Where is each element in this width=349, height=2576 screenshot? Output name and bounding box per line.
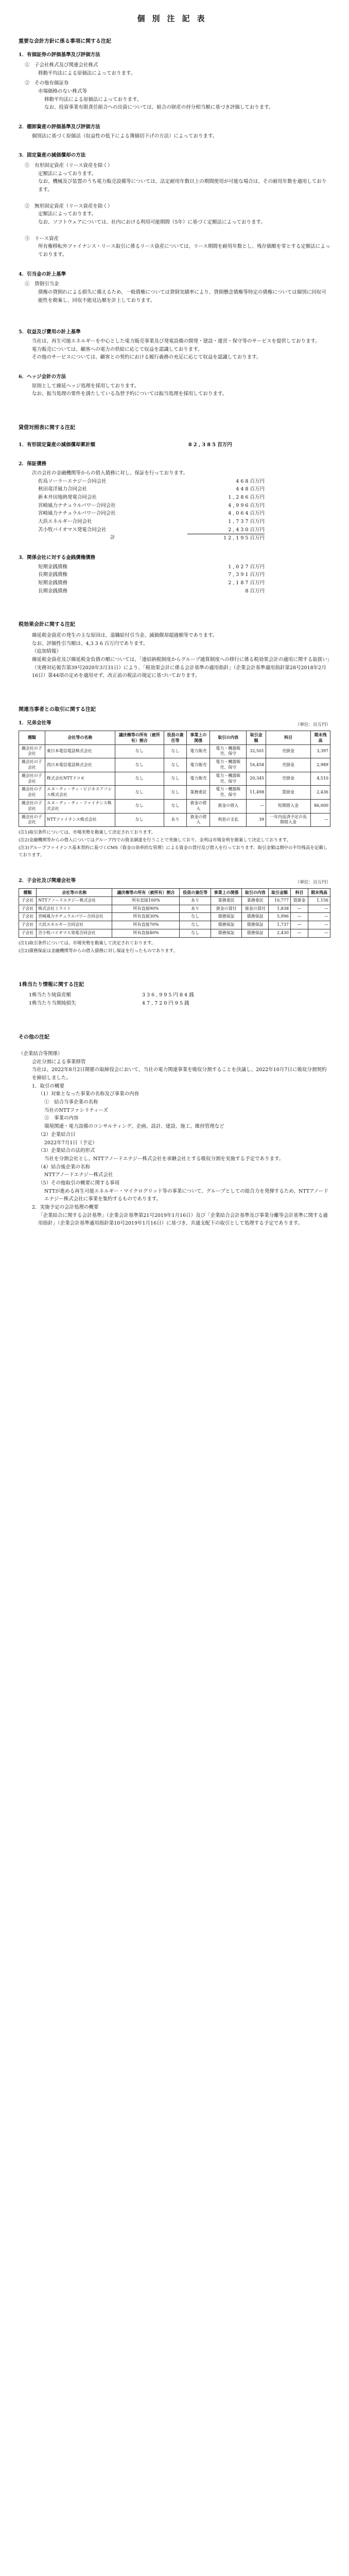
table-cell: 株式会社ミライト <box>37 905 112 913</box>
business-combination-label: （企業結合等関係） <box>19 1051 63 1057</box>
depreciation-heading: 3．固定資産の減価償却の方法 <box>19 152 86 159</box>
table-cell: なし <box>180 921 211 929</box>
inventory-valuation-text: 個別法に基づく原価法（収益性の低下による簿価切下げの方法）によっております。 <box>32 133 218 139</box>
subsidiary-stock-text: 移動平均法による原価法によっております。 <box>38 70 136 76</box>
inventory-valuation-heading: 2．棚卸資産の評価基準及び評価方法 <box>19 124 100 130</box>
table-cell: なし <box>180 929 211 937</box>
table-cell: 11,498 <box>247 786 266 800</box>
table-cell: — <box>290 905 308 913</box>
guarantee-text: 次の会社の金融機関等からの借入債務に対し、保証を行っております。 <box>32 470 188 476</box>
table-cell: 20,345 <box>247 772 266 786</box>
table-header: 役員の兼任等 <box>164 731 187 745</box>
table-cell: なし <box>164 744 187 758</box>
guarantee-total-label: 計 <box>110 535 115 541</box>
other-notes-title: その他の注記 <box>19 1034 49 1040</box>
table-cell: — <box>290 929 308 937</box>
tax-effect-title: 税効果会計に関する注記 <box>19 622 75 628</box>
net-assets-per-share-value: 3 3 6 , 9 9 5 円 8 4 銭 <box>142 992 194 998</box>
table-header: 取引金額 <box>269 888 291 896</box>
table-row <box>19 813 330 827</box>
combination-date-value: 2022年7月1日（予定） <box>44 1140 97 1146</box>
hedge-text-2: なお、振当処理の要件を満たしている為替予約については振当処理を採用しております。 <box>32 391 228 397</box>
table-cell: 資金の借入 <box>187 813 210 827</box>
table-row <box>19 905 330 913</box>
guarantee-row <box>38 510 330 518</box>
tax-effect-text-1: 繰延税金資産の発生の主な原因は、退職給付引当金、減価償却超過額等であります。 <box>32 632 218 638</box>
table-cell: 所有直接100% <box>112 896 180 905</box>
tax-effect-additional-label: （追加情報） <box>32 649 62 655</box>
table-cell: 債務保証 <box>242 929 269 937</box>
table-cell: 業務委託 <box>211 896 242 905</box>
revenue-text-2: 電力販売については、顧客への電力の供給に応じて収益を認識しております。 <box>32 346 203 352</box>
table-cell: あり <box>180 905 211 913</box>
table-cell: 債務保証 <box>211 913 242 921</box>
table-cell: NTTファイナンス株式会社 <box>45 813 115 827</box>
guarantee-total-value: 1 2 , 1 9 5 百万円 <box>187 534 265 543</box>
table-header: 取引金額 <box>247 731 266 745</box>
table-cell: 電力販売 <box>187 772 210 786</box>
subsidiaries-table <box>19 888 330 938</box>
table-header: 期末残高 <box>310 731 330 745</box>
page <box>0 0 349 1248</box>
table-header: 議決権等の所有（被所有）割合 <box>112 888 180 896</box>
receivable-value: 8 百万円 <box>245 588 265 594</box>
table-cell: 2,989 <box>310 758 330 772</box>
per-share-title: 1株当たり情報に関する注記 <box>19 981 84 988</box>
receivable-name: 短期金銭債務 <box>38 580 68 586</box>
table-cell: エヌ・ティ・ティ・ファイナンス株式会社 <box>45 800 115 814</box>
table-cell: 業務委託 <box>242 896 269 905</box>
revenue-text-1: 当社は、再生可能エネルギーを中心とした電力販売事業及び発電設備の開発・建設・運営・保守等のサービスを提供しております。 <box>32 338 320 345</box>
company-split-heading: 会社分割による事業移管 <box>32 1059 86 1065</box>
table-cell: — <box>308 929 330 937</box>
table-header: 議決権等の所有（被所有）割合 <box>115 731 164 745</box>
table-cell: 電力・機器販売、保守 <box>210 744 247 758</box>
legal-form-heading: （3）企業結合の法的形式 <box>38 1148 95 1154</box>
table-cell: 業務委託 <box>187 786 210 800</box>
guarantee-row <box>38 494 330 502</box>
affiliate-receivables-heading: 3．関係会社に対する金銭債権債務 <box>19 554 96 561</box>
table-cell: — <box>247 800 266 814</box>
receivable-name: 長期金銭債権 <box>38 572 68 578</box>
guarantee-value: 2 , 4 3 0 百万円 <box>228 527 265 533</box>
table-cell: なし <box>164 800 187 814</box>
receivable-value: 7 , 3 9 1 百万円 <box>228 572 265 578</box>
receivable-row <box>38 563 330 571</box>
post-combination-name-heading: （4）結合後企業の名称 <box>38 1164 91 1170</box>
net-loss-per-share-label: 1株当たり当期純損失 <box>29 1000 76 1006</box>
bad-debt-heading: ① 貸倒引当金 <box>25 281 59 287</box>
guarantee-value: 4 6 8 百万円 <box>236 478 265 484</box>
guarantee-list <box>19 478 330 534</box>
table-cell: なし <box>180 913 211 921</box>
table-cell: 所有直接90% <box>112 905 180 913</box>
table-cell: 資金の借入 <box>210 800 247 814</box>
receivable-name: 短期金銭債権 <box>38 564 68 570</box>
table-cell: 東日本電信電話株式会社 <box>45 744 115 758</box>
allowance-heading: 4．引当金の計上基準 <box>19 271 66 277</box>
table-header: 役員の兼任等 <box>180 888 211 896</box>
related-note-4: (注1)取引条件については、市場実勢を勘案して決定されております。 <box>19 940 156 946</box>
table-cell: 16,458 <box>247 758 266 772</box>
table-cell: 利息の支払 <box>210 813 247 827</box>
table-header: 期末残高 <box>308 888 330 896</box>
table-cell: 子会社 <box>19 929 37 937</box>
revenue-heading: 5．収益及び費用の計上基準 <box>19 329 81 335</box>
table-cell: 親会社の子会社 <box>19 786 45 800</box>
table-cell: なし <box>115 758 164 772</box>
table-cell: 売掛金 <box>266 772 311 786</box>
table-cell: 宮崎風力ナチュラルパワー合同会社 <box>37 913 112 921</box>
table-header: 事業上の関係 <box>211 888 242 896</box>
guarantee-name: 宮崎風力ナチュラルパワー合同会社 <box>38 511 116 517</box>
table-cell: 親会社の子会社 <box>19 800 45 814</box>
guarantee-row <box>38 526 330 534</box>
table-cell: 3,397 <box>310 744 330 758</box>
table-cell: 大浜エネルギー合同会社 <box>37 921 112 929</box>
table-row <box>19 800 330 814</box>
table-cell: 親会社の子会社 <box>19 758 45 772</box>
lease-assets-heading: ③ リース資産 <box>25 235 59 242</box>
table-cell: なし <box>115 786 164 800</box>
table-cell: 5,996 <box>269 913 291 921</box>
table-cell: 2,436 <box>310 786 330 800</box>
receivable-row <box>38 587 330 596</box>
table-cell: なし <box>164 758 187 772</box>
table-cell: 4,510 <box>310 772 330 786</box>
table-cell: — <box>310 813 330 827</box>
table-cell: 86,000 <box>310 800 330 814</box>
table-row <box>19 913 330 921</box>
other-securities-text-1: 市場価格のない株式等 <box>38 88 88 94</box>
related-note-3: (注3)グループファイナンス基本契約に基づくCMS（資金の効率的な管理）による資金の貸付及び借入を行っております。取引金額は期中の平均残高を記載しております。 <box>19 845 328 858</box>
table-cell: 電力・機器販売、保守 <box>210 758 247 772</box>
tangible-assets-text-1: 定額法によっております。 <box>38 171 97 177</box>
table-cell: — <box>308 913 330 921</box>
table-row <box>19 758 330 772</box>
table-cell: 債務保証 <box>211 929 242 937</box>
net-assets-per-share-label: 1株当たり純資産額 <box>29 992 72 998</box>
accounting-treatment-text: 「企業結合に関する会計基準」（企業会計基準第21号2019年1月16日）及び「企業結合会計基準及び事業分離等会計基準に関する適用指針」（企業会計基準適用指針第10号2019年1月16日）に基づき、共通支配下の取引として処理する予定であります。 <box>38 1212 328 1227</box>
guarantee-name: 秋田竜洋風力合同会社 <box>38 486 88 493</box>
table-cell: 所有直接40% <box>112 929 180 937</box>
table-cell: なし <box>164 772 187 786</box>
table-cell: なし <box>115 744 164 758</box>
table-cell: あり <box>164 813 187 827</box>
tax-effect-text-3: 繰延税金資産及び繰延税金負債の額については、「連結納税制度からグループ通算制度への移行に係る税効果会計の適用に関する取扱い」（実務対応報告第39号2020年3月31日）により、「税効果会計に係る会計基準の適用指針」（企業会計基準適用指針第28号2018年2月16日）第44項の定めを適用せず、改正前の税法の規定に基づいております。 <box>32 656 330 679</box>
securities-valuation-heading: 1．有価証券の評価基準及び評価方法 <box>19 52 100 58</box>
table-cell: 資金の貸付 <box>242 905 269 913</box>
table-cell: 電力・機器販売、保守 <box>210 786 247 800</box>
guarantee-total-row <box>38 534 330 543</box>
tangible-assets-text-2: なお、機械及び装置のうち電力販売設備等については、法定耐用年数以上の期間使用が可能な場合は、その耐用年数を適用しております。 <box>38 179 327 193</box>
table-cell: 西日本電信電話株式会社 <box>45 758 115 772</box>
intangible-assets-text-2: なお、ソフトウェアについては、社内における利用可能期間（5年）に基づく定額法によっております。 <box>38 219 266 225</box>
other-securities-heading: ② その他有価証券 <box>25 80 69 87</box>
transaction-overview-heading: 1．取引の概要 <box>32 1083 65 1089</box>
accounting-treatment-heading: 2．実施予定の会計処理の概要 <box>32 1204 99 1210</box>
table-cell: 売掛金 <box>266 758 311 772</box>
table-header: 種類 <box>19 888 37 896</box>
table-cell: 親会社の子会社 <box>19 744 45 758</box>
table-cell: なし <box>115 772 164 786</box>
table-cell: 10,777 <box>269 896 291 905</box>
table-header: 種類 <box>19 731 45 745</box>
receivable-value: 1 , 0 2 7 百万円 <box>228 564 265 570</box>
table-cell: 資金の借入 <box>187 800 210 814</box>
table-cell: — <box>308 921 330 929</box>
table-cell: 親会社の子会社 <box>19 813 45 827</box>
other-overview-value: NTTが進める再生可能エネルギー・マイクログリッド等の事業について、グループとしての総合力を発揮するため、NTTアノードエナジー株式会社に事業を集約するものであります。 <box>44 1188 328 1202</box>
table-cell: 電力販売 <box>187 744 210 758</box>
intangible-assets-heading: ② 無形固定資産（リース資産を除く） <box>25 203 113 209</box>
table-cell: 債務保証 <box>211 921 242 929</box>
table-cell: 資金の貸付 <box>211 905 242 913</box>
unit-label-2: （単位：百万円） <box>295 879 330 885</box>
table-row <box>19 772 330 786</box>
subsidiaries-heading: 2．子会社及び関連会社等 <box>19 878 76 884</box>
receivable-row <box>38 571 330 579</box>
table-cell: 所有直接70% <box>112 921 180 929</box>
table-cell: 39 <box>247 813 266 827</box>
table-header: 科目 <box>290 888 308 896</box>
table-cell: 苫小牧バイオマス発電合同会社 <box>37 929 112 937</box>
table-cell: 1,737 <box>269 921 291 929</box>
net-assets-per-share-row <box>29 991 330 999</box>
guarantee-row <box>38 518 330 526</box>
accumulated-depreciation-value: 8 2 , 3 8 5 百万円 <box>188 442 232 448</box>
related-note-1: (注1)取引条件については、市場実勢を勘案して決定されております。 <box>19 830 156 836</box>
table-row <box>19 744 330 758</box>
table-cell: 2,430 <box>269 929 291 937</box>
guarantee-value: 4 , 0 6 4 百万円 <box>228 511 265 517</box>
table-cell: — <box>290 921 308 929</box>
table-cell: なし <box>115 813 164 827</box>
table-cell: 売掛金 <box>266 744 311 758</box>
receivable-row <box>38 579 330 587</box>
related-party-title: 関連当事者との取引に関する注記 <box>19 706 96 713</box>
guarantee-value: 4 4 8 百万円 <box>236 486 265 493</box>
subsidiary-stock-heading: ① 子会社株式及び関連会社株式 <box>25 62 98 68</box>
table-cell: 親会社の子会社 <box>19 772 45 786</box>
table-cell: 子会社 <box>19 905 37 913</box>
table-row <box>19 929 330 937</box>
table-cell: NTTアノードエナジー株式会社 <box>37 896 112 905</box>
table-header: 科目 <box>266 731 311 745</box>
other-overview-heading: （5）その他取引の概要に関する事項 <box>38 1180 120 1186</box>
net-loss-per-share-value: 4 7 , 7 2 0 円 9 5 銭 <box>142 1000 189 1006</box>
company-split-text: 当社は、2022年8月2日開催の取締役会において、当社の電力関連事業を吸収分割することを決議し、2022年10月7日に吸収分割契約を締結しました。 <box>32 1067 327 1081</box>
hedge-text-1: 原則として繰延ヘッジ処理を採用しております。 <box>32 383 139 389</box>
related-note-5: (注2)債務保証は金融機関等からの借入債務に対し保証を行ったものであります。 <box>19 948 178 954</box>
page-title: 個別注記表 <box>137 14 212 23</box>
receivable-value: 2 , 1 8 7 百万円 <box>228 580 265 586</box>
lease-assets-text: 所有権移転外ファイナンス・リース取引に係るリース資産については、リース期間を耐用年数とし、残存価額を零とする定額法によっております。 <box>38 244 330 258</box>
table-cell: 一年内返済予定の長期借入金 <box>266 813 311 827</box>
tangible-assets-heading: ① 有形固定資産（リース資産を除く） <box>25 162 113 168</box>
table-cell: 1,838 <box>269 905 291 913</box>
guarantee-heading: 2．保証債務 <box>19 461 47 467</box>
table-cell: なし <box>164 786 187 800</box>
table-header: 取引の内容 <box>210 731 247 745</box>
business-target-heading: （1）対象となった事業の名称及び事業の内容 <box>38 1091 139 1097</box>
post-combination-name-value: NTTアノードエナジー株式会社 <box>44 1172 113 1178</box>
table-row <box>19 896 330 905</box>
table-cell: 子会社 <box>19 921 37 929</box>
combined-entity-label: ① 結合当事企業の名称 <box>44 1099 98 1106</box>
table-cell: — <box>308 905 330 913</box>
table-cell: 所有直接30% <box>112 913 180 921</box>
table-cell: 買掛金 <box>290 896 308 905</box>
table-cell: 32,501 <box>247 744 266 758</box>
table-cell: 債務保証 <box>242 913 269 921</box>
guarantee-name: 新本井田地熱発電合同会社 <box>38 494 97 500</box>
unit-label-1: （単位：百万円） <box>295 722 330 728</box>
legal-form-value: 当社を分割会社とし、NTTアノードエナジー株式会社を承継会社とする吸収分割を実施する予定であります。 <box>44 1156 284 1162</box>
tax-effect-text-2: なお、評価性引当額は、4,3 3 6 百万円であります。 <box>32 640 148 647</box>
combination-date-heading: （2）企業結合日 <box>38 1131 76 1138</box>
sibling-companies-heading: 1．兄弟会社等 <box>19 720 51 726</box>
other-securities-text-2: 移動平均法による原価法によっております。 <box>44 96 142 103</box>
table-row <box>19 921 330 929</box>
table-header: 取引の内容 <box>242 888 269 896</box>
accounting-policies-title: 重要な会計方針に係る事項に関する注記 <box>19 38 111 44</box>
table-cell: 電力・機器販売、保守 <box>210 772 247 786</box>
table-cell: — <box>290 913 308 921</box>
guarantee-value: 1 , 7 3 7 百万円 <box>228 518 265 524</box>
hedge-heading: 6．ヘッジ会計の方法 <box>19 374 66 380</box>
guarantee-name: 苫小牧バイオマス発電合同会社 <box>38 527 107 533</box>
sibling-companies-table <box>19 731 330 827</box>
table-cell: 電力販売 <box>187 758 210 772</box>
affiliate-receivables-list <box>19 563 330 596</box>
table-header: 会社等の名称 <box>37 888 112 896</box>
bad-debt-text: 債権の貸倒れによる損失に備えるため、一般債権については貸倒実績率により、貸倒懸念債権等特定の債権については個別に回収可能性を勘案し、回収不能見込額を計上しております。 <box>38 290 326 303</box>
table-header: 事業上の関係 <box>187 731 210 745</box>
table-cell: 1,156 <box>308 896 330 905</box>
other-securities-text-3: なお、投資事業有限責任組合への出資については、組合の財産の持分相当額に基づき評価しております。 <box>44 105 274 111</box>
guarantee-value: 4 , 9 9 6 百万円 <box>228 502 265 509</box>
revenue-text-3: その他のサービスについては、顧客との契約における履行義務の充足に応じて収益を認識しております。 <box>32 354 261 361</box>
guarantee-name: 宮崎風力ナチュラルパワー合同会社 <box>38 502 116 509</box>
guarantee-row <box>38 502 330 510</box>
guarantee-name: 大浜エネルギー合同会社 <box>38 518 92 524</box>
receivable-name: 長期金銭債務 <box>38 588 68 594</box>
business-content-value: 環境関連・電力設備のコンサルティング、企画、設計、建設、施工、維持管理など <box>44 1124 224 1130</box>
balance-sheet-title: 貸借対照表に関する注記 <box>19 425 75 431</box>
table-cell: なし <box>115 800 164 814</box>
table-row <box>19 786 330 800</box>
table-cell: 子会社 <box>19 913 37 921</box>
table-cell: 株式会社NTTドコモ <box>45 772 115 786</box>
accumulated-depreciation-row <box>19 441 330 449</box>
related-note-2: (注2)金融機関等からの借入についてはグループ内での資金調達を行うことで実施しており、金利は市場金利を勘案して決定しております。 <box>19 838 291 843</box>
guarantee-value: 1 , 2 8 6 百万円 <box>228 494 265 500</box>
guarantee-name: 佐鳥ソーラーエナジー合同会社 <box>38 478 107 484</box>
net-loss-per-share-row <box>29 999 330 1008</box>
accumulated-depreciation-label: 1．有形固定資産の減価償却累計額 <box>19 442 96 448</box>
table-header: 会社等の名称 <box>45 731 115 745</box>
table-cell: 買掛金 <box>266 786 311 800</box>
business-content-label: ② 事業の内容 <box>44 1115 79 1122</box>
table-cell: 債務保証 <box>242 921 269 929</box>
table-cell: 短期借入金 <box>266 800 311 814</box>
intangible-assets-text-1: 定額法によっております。 <box>38 211 97 217</box>
combined-entity-value: 当社のNTTファシリティーズ <box>44 1107 109 1113</box>
guarantee-row <box>38 478 330 486</box>
guarantee-row <box>38 485 330 494</box>
table-cell: あり <box>180 896 211 905</box>
table-cell: エヌ・ティ・ティ・ビジネスアソシエ株式会社 <box>45 786 115 800</box>
table-cell: 子会社 <box>19 896 37 905</box>
